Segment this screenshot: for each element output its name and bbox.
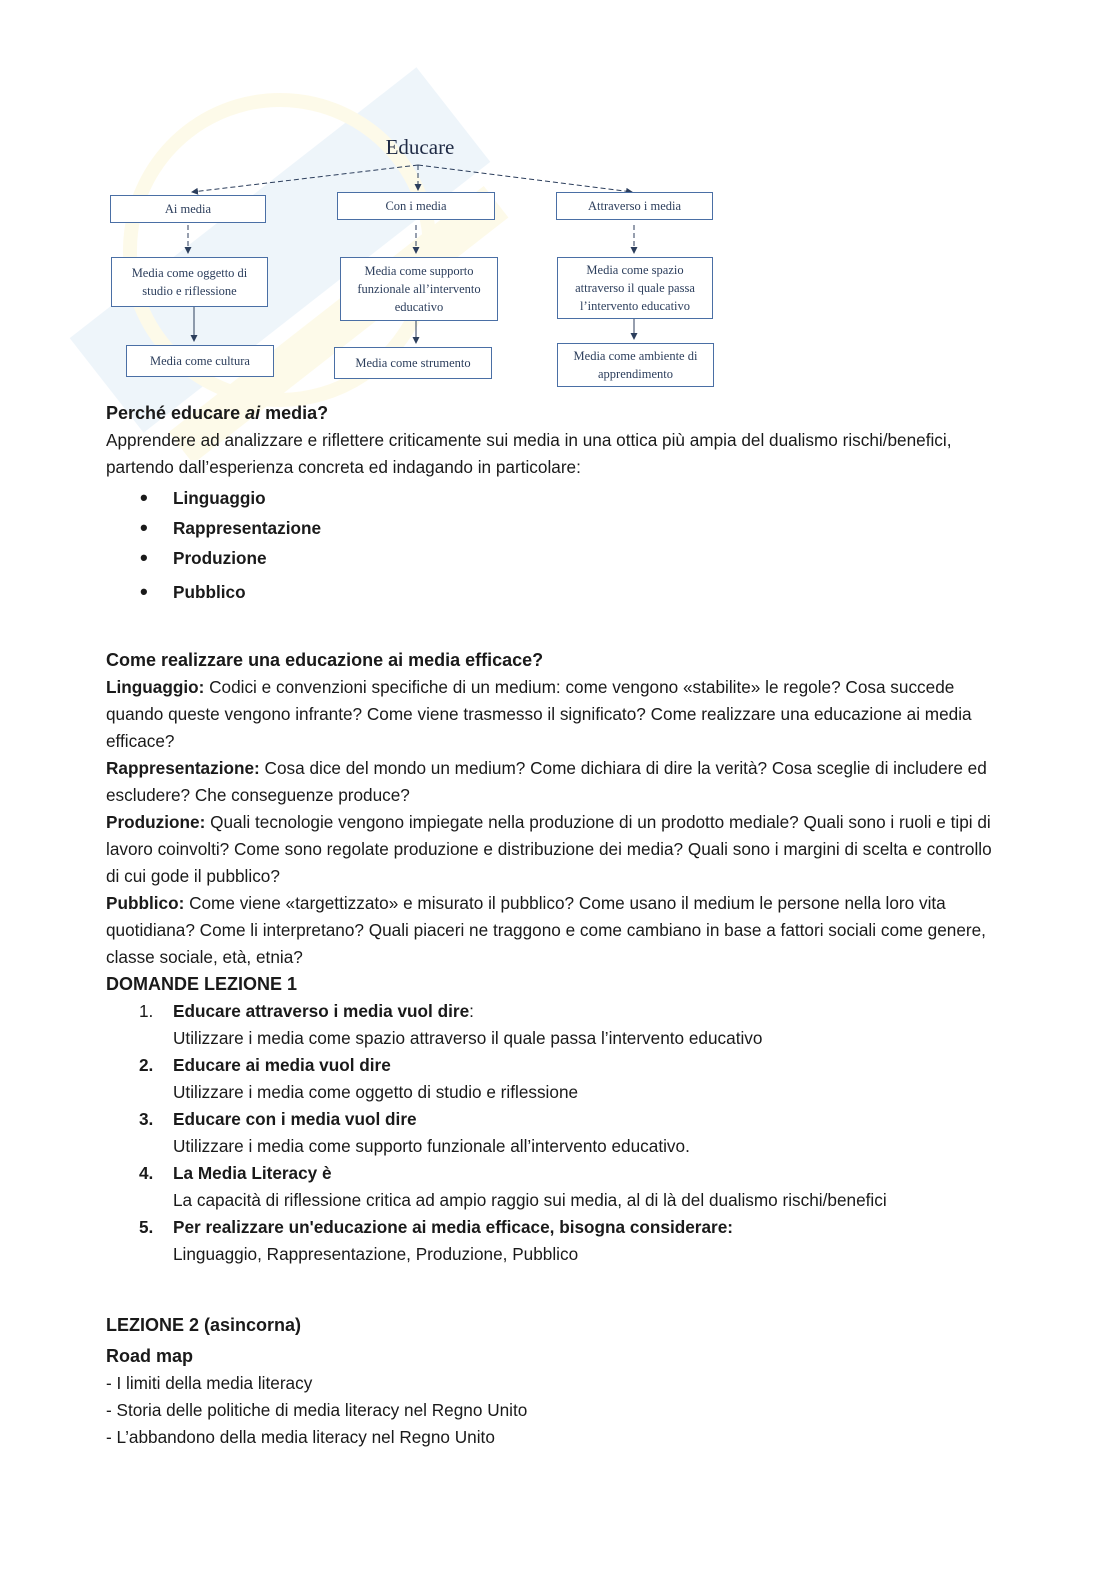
list-item: 3. Educare con i media vuol dire Utilizzare i media come supporto funzionale all’intervento educativo. [139,1109,690,1156]
box-ai-media: Ai media [110,195,266,223]
heading-come-realizzare: Come realizzare una educazione ai media efficace? [106,650,544,670]
intro-paragraph: Apprendere ad analizzare e riflettere criticamente sui media in una ottica più ampia del dualismo rischi/benefici, partendo dall’esperienza concreta ed indagando in particolare: [106,430,952,477]
list-item: • Produzione [106,543,1006,573]
list-item: 1. Educare attraverso i media vuol dire: Utilizzare i media come spazio attraverso il quale passa l’intervento educativo [139,1001,763,1048]
box-media-cultura: Media come cultura [126,345,274,377]
diagram-title: Educare [385,135,455,159]
list-item: • Pubblico [106,573,1006,607]
list-item: - I limiti della media literacy [106,1373,313,1393]
paragraph-linguaggio: Linguaggio: Codici e convenzioni specifiche di un medium: come vengono «stabilite» le regole? Cosa succede quando queste vengono infrante? Come viene trasmesso il significato? Come realizzare una educazione ai media efficace? [106,677,972,751]
list-item: - Storia delle politiche di media literacy nel Regno Unito [106,1400,528,1420]
paragraph-rappresentazione: Rappresentazione: Cosa dice del mondo un medium? Come dichiara di dire la verità? Cosa sceglie di includere ed escludere? Che conseguenze produce? [106,758,987,805]
list-item: - L’abbandono della media literacy nel Regno Unito [106,1427,495,1447]
box-supporto-funzionale: Media come supporto funzionale all’intervento educativo [340,257,498,321]
paragraph-pubblico: Pubblico: Come viene «targettizzato» e misurato il pubblico? Come usano il medium le persone nella loro vita quotidiana? Come li interpretano? Quali piaceri ne traggono e come cambiano in base a fattori sociali come genere, classe sociale, età, etnia? [106,893,986,967]
box-media-strumento: Media come strumento [334,347,492,379]
heading-domande-lezione-1: DOMANDE LEZIONE 1 [106,974,298,994]
list-item: • Linguaggio [106,483,1006,513]
list-item: 4. La Media Literacy è La capacità di riflessione critica ad ampio raggio sui media, al di là del dualismo rischi/benefici [139,1163,887,1210]
box-con-i-media: Con i media [337,192,495,220]
paragraph-produzione: Produzione: Quali tecnologie vengono impiegate nella produzione di un prodotto mediale? Quali sono i ruoli e tipi di lavoro coinvolti? Come sono regolate produzione e distribuzione dei media? Quali sono i margini di scelta e controllo di cui gode il pubblico? [106,812,992,886]
box-media-ambiente: Media come ambiente di apprendimento [557,343,714,387]
heading-road-map: Road map [106,1346,194,1366]
list-item: 5. Per realizzare un'educazione ai media efficace, bisogna considerare: Linguaggio, Rappresentazione, Produzione, Pubblico [139,1217,734,1264]
box-spazio-intervento: Media come spazio attraverso il quale passa l’intervento educativo [557,257,713,319]
box-oggetto-studio: Media come oggetto di studio e riflessione [111,257,268,307]
questions-list [106,998,1006,1268]
list-item: 2. Educare ai media vuol dire Utilizzare i media come oggetto di studio e riflessione [139,1055,579,1102]
heading-perche-educare: Perché educare ai media? [106,403,329,423]
heading-lezione-2: LEZIONE 2 (asincorna) [106,1315,302,1335]
document-body [106,400,1006,1451]
list-item: • Rappresentazione [106,513,1006,543]
topics-bullet-list [106,483,1006,607]
educare-diagram [100,135,730,395]
box-attraverso-i-media: Attraverso i media [556,192,713,220]
